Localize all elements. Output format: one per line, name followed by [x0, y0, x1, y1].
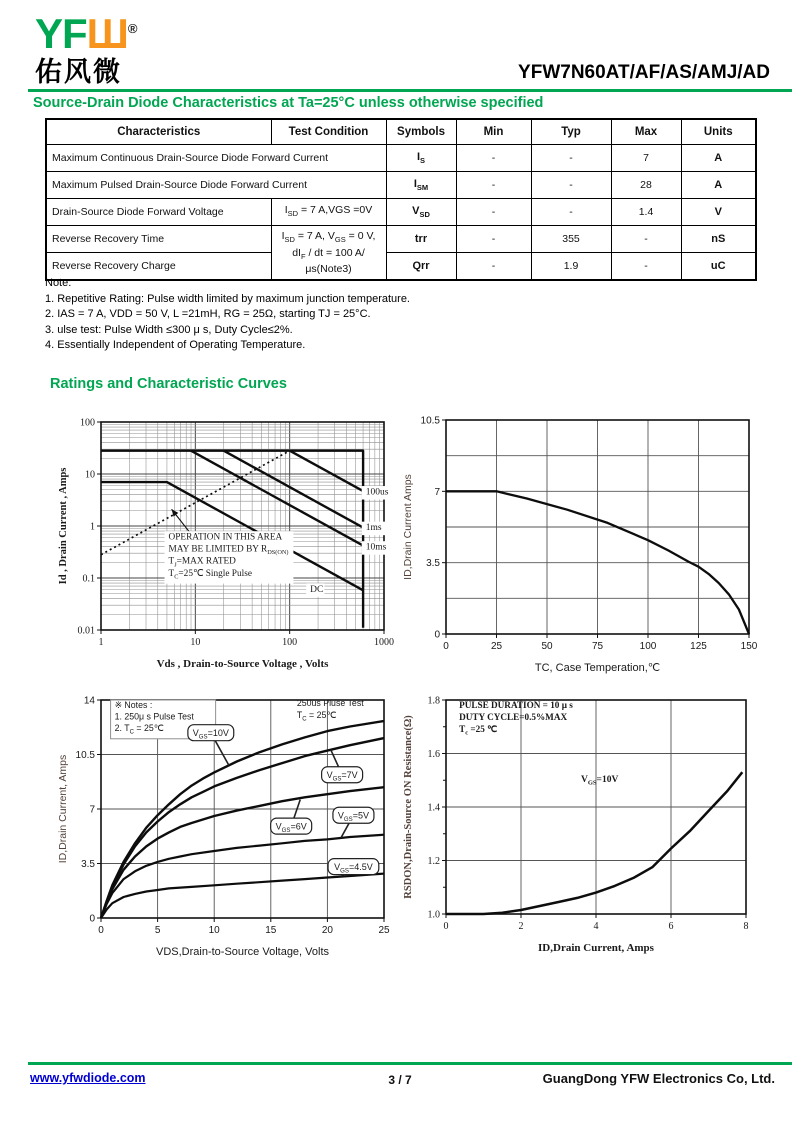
svg-text:125: 125 [690, 641, 707, 652]
svg-text:10: 10 [85, 469, 95, 481]
note-item: 1. Repetitive Rating: Pulse width limited by maximum junction temperature. [45, 292, 410, 305]
svg-text:ID,Drain Current Amps: ID,Drain Current Amps [402, 474, 414, 580]
table-header-max: Max [611, 119, 681, 145]
svg-text:VGS=5V: $V_{GS}=5V$ [337, 810, 369, 824]
cell-units: V [681, 199, 756, 226]
cell-test-condition: $I_{SD} = 7$ A,VGS =0V [271, 199, 386, 226]
svg-text:0: 0 [434, 629, 440, 641]
svg-text:1: 1 [98, 637, 104, 648]
svg-text:0: 0 [443, 921, 449, 932]
svg-text:VGS=6V: $V_{GS}=6V$ [275, 821, 307, 834]
svg-text:0: 0 [98, 925, 104, 936]
svg-text:DC: DC [310, 584, 324, 595]
svg-text:100: 100 [639, 641, 657, 652]
table-row [46, 226, 756, 253]
table-header-min: Min [456, 119, 531, 145]
svg-text:3.5: 3.5 [426, 558, 440, 570]
svg-text:10.5: 10.5 [420, 415, 440, 427]
part-number: YFW7N60AT/AF/AS/AMJ/AD [518, 62, 770, 83]
cell-typ: - [531, 145, 611, 172]
svg-text:VDS,Drain-to-Source Voltage, V: VDS,Drain-to-Source Voltage, Volts [155, 946, 330, 958]
svg-text:8: 8 [743, 921, 749, 932]
series-vgs-4.5v [101, 874, 384, 918]
section-title-curves: Ratings and Characteristic Curves [50, 376, 287, 392]
svg-text:150: 150 [740, 641, 758, 652]
svg-text:VGS=10V: $V_{GS}=10V$ [192, 727, 229, 741]
svg-text:1000: 1000 [374, 637, 394, 648]
svg-text:VGS=4.5V: $V_{GS}=4.5V$ [334, 861, 373, 875]
table-header-row [46, 119, 756, 145]
svg-text:1.6: 1.6 [427, 749, 440, 760]
svg-text:TC, Case Temperation,℃: TC, Case Temperation,℃ [534, 662, 661, 674]
table-body [46, 145, 756, 281]
svg-text:DUTY CYCLE=0.5%MAX: DUTY CYCLE=0.5%MAX [459, 712, 568, 723]
svg-text:※ Notes :: ※ Notes : [114, 699, 153, 710]
cell-typ: 355 [531, 226, 611, 253]
chart-output-characteristics [55, 688, 400, 960]
cell-units: A [681, 172, 756, 199]
chart-drain-current-vs-case-temperature [400, 408, 765, 676]
svg-text:2. TC = 25℃: 2. $T_C$ = 25℃ [114, 722, 164, 736]
svg-text:250us Pluse Test: 250us Pluse Test [296, 698, 364, 709]
svg-text:25: 25 [378, 925, 390, 936]
svg-text:50: 50 [541, 641, 553, 652]
svg-text:3.5: 3.5 [81, 859, 95, 870]
note-item: 2. IAS = 7 A, VDD = 50 V, L =21mH, RG = 25Ω, starting TJ = 25°C. [45, 308, 371, 320]
logo-yf-text: YF [35, 10, 87, 57]
series-t-1ms [224, 451, 363, 528]
table-header-characteristics: Characteristics [46, 119, 271, 145]
series-rdson-vgs10 [446, 772, 742, 914]
table-header-test-condition: Test Condition [271, 119, 386, 145]
svg-text:ID,Drain Current, Amps: ID,Drain Current, Amps [538, 942, 654, 954]
svg-text:ID,Drain Current, Amps: ID,Drain Current, Amps [57, 754, 69, 864]
svg-text:1: 1 [90, 521, 95, 533]
svg-text:Tc =25 ℃: $T_c =25$ ℃ [459, 724, 498, 737]
chart-safe-operating-area [55, 410, 400, 672]
note-item: 4. Essentially Independent of Operating Temperature. [45, 339, 306, 351]
svg-text:7: 7 [434, 486, 440, 498]
cell-min: - [456, 199, 531, 226]
svg-text:PULSE DURATION = 10 μ s: PULSE DURATION = 10 μ s [459, 700, 573, 711]
svg-text:Vds , Drain-to-Source Voltage: Vds , Drain-to-Source Voltage , Volts [156, 658, 329, 670]
svg-text:0: 0 [89, 913, 95, 925]
cell-max: 1.4 [611, 199, 681, 226]
svg-text:10.5: 10.5 [75, 750, 95, 761]
characteristics-table [45, 118, 757, 281]
cell-units: nS [681, 226, 756, 253]
cell-min: - [456, 172, 531, 199]
cell-typ: 1.9 [531, 253, 611, 281]
cell-max: 7 [611, 145, 681, 172]
header-divider [28, 89, 792, 92]
cell-symbol: $I_S$ [386, 145, 456, 172]
svg-text:100: 100 [282, 637, 298, 648]
cell-characteristic: Maximum Pulsed Drain-Source Diode Forward Current [46, 172, 386, 199]
svg-text:25: 25 [490, 641, 503, 652]
svg-text:14: 14 [83, 695, 95, 707]
cell-characteristic: Maximum Continuous Drain-Source Diode Forward Current [46, 145, 386, 172]
note-item: 3. ulse test: Pulse Width ≤300 μ s, Duty Cycle≤2%. [45, 323, 293, 336]
notes-block [45, 276, 410, 354]
svg-text:20: 20 [321, 925, 333, 936]
svg-text:10: 10 [208, 925, 220, 936]
cell-min: - [456, 226, 531, 253]
logo-latin [35, 6, 137, 57]
series-t-100us [290, 451, 363, 491]
table-header-symbols: Symbols [386, 119, 456, 145]
svg-text:OPERATION IN THIS AREA: OPERATION IN THIS AREA [168, 532, 283, 543]
cell-max: 28 [611, 172, 681, 199]
website-link[interactable]: www.yfwdiode.com [30, 1071, 146, 1085]
table-header-typ: Typ [531, 119, 611, 145]
svg-text:75: 75 [591, 641, 604, 652]
registered-trademark-icon: ® [127, 21, 138, 36]
cell-characteristic: Drain-Source Diode Forward Voltage [46, 199, 271, 226]
cell-symbol: trr [386, 226, 456, 253]
svg-text:VGS=10V: $V_{GS}=10V$ [581, 774, 619, 787]
table-header-units: Units [681, 119, 756, 145]
cell-test-condition: $I_{SD} = 7$ A, $V_{GS} = 0$ V, $dI_F$ / dt = 100 A/μs(Note3) [271, 226, 386, 281]
svg-text:RSDON,Drain-Source ON Resistan: RSDON,Drain-Source ON Resistance(Ω) [403, 715, 414, 899]
cell-max: - [611, 253, 681, 281]
svg-text:Id , Drain Current , Amps: Id , Drain Current , Amps [58, 467, 69, 585]
table-row [46, 145, 756, 172]
cell-units: A [681, 145, 756, 172]
svg-text:1ms: 1ms [365, 523, 382, 534]
svg-text:4: 4 [593, 921, 599, 932]
svg-text:TC = 25℃: $T_C$ = 25℃ [296, 709, 337, 723]
section-title-diode-characteristics: Source-Drain Diode Characteristics at Ta=25°C unless otherwise specified [33, 95, 544, 111]
logo-w-glyph: Ш [86, 10, 128, 57]
svg-text:1.8: 1.8 [427, 695, 440, 707]
svg-text:15: 15 [265, 925, 277, 936]
svg-text:MAY BE LIMITED BY RDS(ON): MAY BE LIMITED BY $R_{DS(ON)}$ [168, 544, 289, 557]
notes-list [45, 292, 410, 354]
svg-text:1.4: 1.4 [427, 802, 440, 814]
footer-divider [28, 1062, 792, 1065]
svg-text:2: 2 [518, 921, 524, 932]
svg-text:100us: 100us [365, 487, 389, 498]
cell-typ: - [531, 199, 611, 226]
svg-text:0.1: 0.1 [82, 573, 95, 585]
yfw-logo [35, 6, 137, 87]
svg-text:1.2: 1.2 [427, 856, 440, 867]
cell-units: uC [681, 253, 756, 281]
cell-min: - [456, 145, 531, 172]
notes-label: Note: [45, 277, 72, 289]
svg-text:10: 10 [190, 637, 201, 648]
svg-text:0: 0 [443, 641, 449, 652]
svg-text:100: 100 [80, 417, 95, 429]
cell-typ: - [531, 172, 611, 199]
cell-symbol: Qrr [386, 253, 456, 281]
table-row [46, 172, 756, 199]
table-row [46, 199, 756, 226]
company-name: GuangDong YFW Electronics Co, Ltd. [542, 1071, 775, 1086]
svg-text:VGS=7V: $V_{GS}=7V$ [326, 769, 358, 783]
cell-symbol: $V_{SD}$ [386, 199, 456, 226]
cell-min: - [456, 253, 531, 281]
table-head [46, 119, 756, 145]
cell-max: - [611, 226, 681, 253]
page-number: 3 / 7 [388, 1073, 412, 1087]
cell-symbol: $I_{SM}$ [386, 172, 456, 199]
svg-text:TJ=MAX RATED: $T_J=MAX$ RATED [168, 556, 236, 569]
chart-rdson-vs-drain-current [400, 688, 762, 956]
characteristics-table-wrap [45, 118, 755, 281]
svg-text:5: 5 [154, 925, 161, 936]
svg-text:TC=25℃ Single Pulse: $T_C=25℃$ Single Pulse [168, 568, 252, 581]
svg-text:6: 6 [668, 921, 674, 932]
cell-characteristic: Reverse Recovery Time [46, 226, 271, 253]
cell-characteristic: Reverse Recovery Charge [46, 253, 271, 281]
svg-text:7: 7 [89, 804, 95, 816]
logo-chinese-text: 佑风微 [35, 57, 122, 87]
svg-text:1.0: 1.0 [427, 909, 440, 921]
svg-text:1. 250μ s Pulse Test: 1. 250μ s Pulse Test [114, 711, 194, 722]
svg-text:10ms: 10ms [365, 542, 387, 553]
svg-text:0.01: 0.01 [77, 625, 95, 637]
